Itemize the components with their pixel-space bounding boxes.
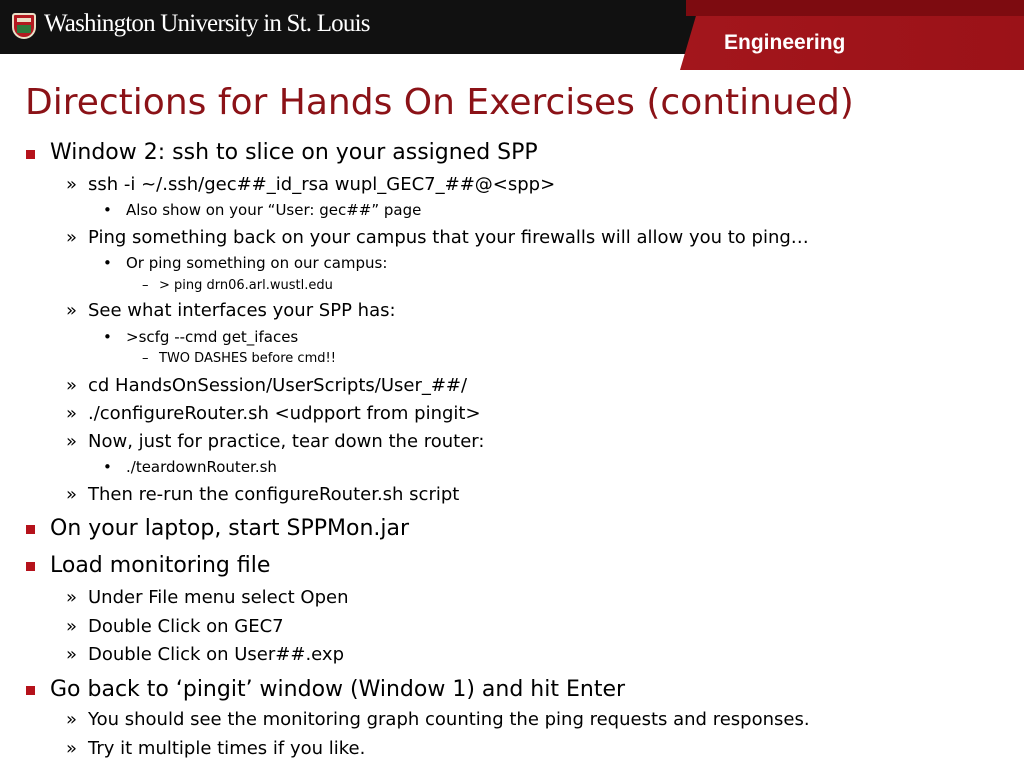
chevron-bullet-icon: » [66,300,78,321]
dash-bullet-icon: – [142,351,149,366]
slide-title: Directions for Hands On Exercises (continued) [25,82,854,123]
outline-item: On your laptop, start SPPMon.jar [50,516,410,541]
outline-item: Try it multiple times if you like. [88,738,366,759]
chevron-bullet-icon: » [66,403,78,424]
square-bullet-icon [26,562,35,571]
outline-item: Window 2: ssh to slice on your assigned SPP [50,140,538,165]
outline-item: Or ping something on our campus: [126,254,388,272]
outline-item: Ping something back on your campus that your firewalls will allow you to ping… [88,227,809,248]
chevron-bullet-icon: » [66,227,78,248]
chevron-bullet-icon: » [66,431,78,452]
square-bullet-icon [26,150,35,159]
outline-item: Also show on your “User: gec##” page [126,201,422,219]
chevron-bullet-icon: » [66,709,78,730]
chevron-bullet-icon: » [66,484,78,505]
outline-item: ssh -i ~/.ssh/gec##_id_rsa wupl_GEC7_##@<spp> [88,174,556,195]
university-crest-icon [12,13,36,39]
outline-item: ./teardownRouter.sh [126,458,277,476]
chevron-bullet-icon: » [66,587,78,608]
outline-item: ./configureRouter.sh <udpport from pingit> [88,403,481,424]
outline-item: Then re-run the configureRouter.sh script [88,484,460,505]
chevron-bullet-icon: » [66,375,78,396]
department-name: Engineering [724,31,846,54]
outline-item: Load monitoring file [50,553,271,578]
outline-item: Under File menu select Open [88,587,349,608]
dot-bullet-icon: • [103,201,112,219]
outline-item: >scfg --cmd get_ifaces [126,328,299,346]
university-name: Washington University in St. Louis [44,10,370,37]
outline-item: Double Click on GEC7 [88,616,284,637]
chevron-bullet-icon: » [66,616,78,637]
outline-item: TWO DASHES before cmd!! [159,351,336,366]
outline-item: You should see the monitoring graph counting the ping requests and responses. [88,709,810,730]
chevron-bullet-icon: » [66,644,78,665]
square-bullet-icon [26,686,35,695]
banner-shade [686,0,1024,16]
outline-item: cd HandsOnSession/UserScripts/User_##/ [88,375,468,396]
dot-bullet-icon: • [103,254,112,272]
dot-bullet-icon: • [103,328,112,346]
square-bullet-icon [26,525,35,534]
dot-bullet-icon: • [103,458,112,476]
outline-item: See what interfaces your SPP has: [88,300,396,321]
chevron-bullet-icon: » [66,174,78,195]
outline-item: Now, just for practice, tear down the router: [88,431,485,452]
outline-item: Go back to ‘pingit’ window (Window 1) and hit Enter [50,677,626,702]
outline-item: Double Click on User##.exp [88,644,345,665]
dash-bullet-icon: – [142,278,149,293]
chevron-bullet-icon: » [66,738,78,759]
outline-item: > ping drn06.arl.wustl.edu [159,278,333,293]
